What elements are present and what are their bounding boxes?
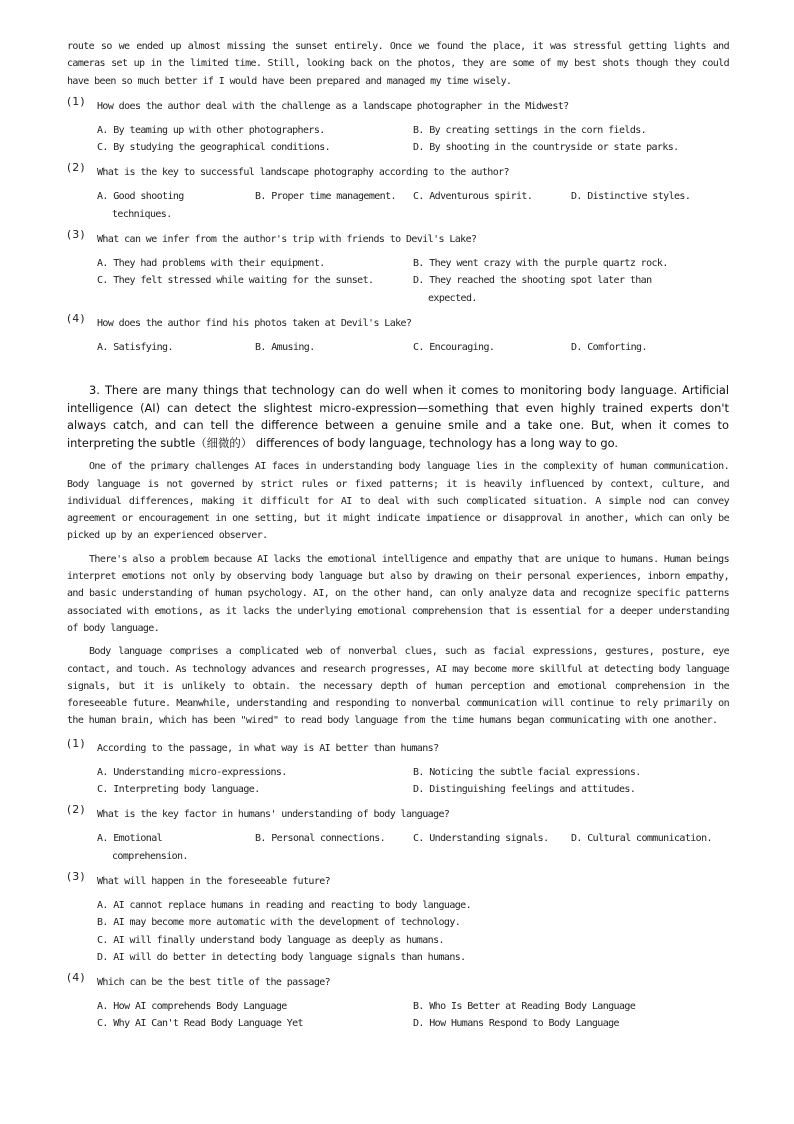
passage-paragraph: Body language comprises a complicated web of nonverbal clues, such as facial expressions, gestures, posture, eye contact, and touch. As technology advances and research progresses, AI may become more skillful at detecting body language signals, but it is unlikely to obtain. the necessary depth of human perception and emotional comprehension in the foreseeable future. Meanwhile, understanding and responding to nonverbal communication will continue to rely primarily on the human brain, which has been "wired" to read body language from the time humans began communicating with one another.: [67, 646, 729, 727]
option-c[interactable]: C. By studying the geographical conditions.: [97, 142, 331, 154]
question-number: (1): [67, 736, 86, 750]
question: [67, 971, 729, 992]
option-list: [97, 897, 729, 966]
section3-intro: [67, 382, 729, 452]
question-number: (1): [67, 94, 86, 108]
option-c[interactable]: C. Understanding signals.: [413, 833, 549, 845]
option-b[interactable]: B. Proper time management.: [255, 191, 396, 203]
option-d[interactable]: D. They reached the shooting spot later than expected.: [413, 275, 652, 304]
option-b[interactable]: B. They went crazy with the purple quartz rock.: [413, 258, 668, 270]
section3-questions: [67, 736, 729, 1033]
option-a[interactable]: A. Understanding micro-expressions.: [97, 766, 287, 778]
option-a[interactable]: A. They had problems with their equipment.: [97, 258, 325, 270]
option-d[interactable]: D. Comforting.: [571, 341, 647, 353]
option-list: [97, 188, 729, 223]
option-b[interactable]: B. By creating settings in the corn fields.: [413, 124, 647, 136]
question-number: (4): [67, 971, 86, 985]
option-list: [97, 764, 729, 799]
question-text: How does the author find his photos taken at Devil's Lake?: [97, 317, 412, 329]
option-c[interactable]: C. Adventurous spirit.: [413, 191, 533, 203]
passage-paragraph: One of the primary challenges AI faces in understanding body language lies in the complexity of human communication. Body language is not governed by strict rules or fixed patterns; it is heavily influenced by context, culture, and individual differences, making it difficult for AI to deal with such complicated situation. A simple nod can convey agreement or encouragement in one setting, but it might indicate impatience or disapproval in another, which can only be picked up by an experienced observer.: [67, 461, 729, 542]
option-d[interactable]: D. By shooting in the countryside or state parks.: [413, 142, 679, 154]
section2-questions: [67, 94, 729, 356]
question: [67, 803, 729, 824]
option-b[interactable]: B. Noticing the subtle facial expressions.: [413, 766, 641, 778]
exam-page: [67, 38, 729, 1033]
option-c[interactable]: C. Interpreting body language.: [97, 784, 260, 796]
option-b[interactable]: B. Amusing.: [255, 341, 315, 353]
question: [67, 228, 729, 249]
passage-continuation: route so we ended up almost missing the sunset entirely. Once we found the place, it was stressful getting lights and cameras set up in the limited time. Still, looking back on the photos, they are some of my best shots though they could have been so much better if I would have been prepared and managed my time wisely.: [67, 41, 729, 87]
option-a[interactable]: A. Satisfying.: [97, 341, 173, 353]
question-text: Which can be the best title of the passage?: [97, 977, 331, 989]
option-a-text: A. Good shooting techniques.: [97, 191, 184, 220]
option-list: [97, 255, 729, 307]
intro-text: There are many things that technology can do well when it comes to monitoring body language. Artificial intelligence (AI) can detect the slightest micro-expression—something that even highly trained experts don't always catch, and can tell the difference between a genuine smile and a take one. But, when it comes to interpreting the subtle（细微的） differences of body language, technology has a long way to go.: [67, 383, 730, 450]
option-d[interactable]: D. Cultural communication.: [571, 833, 712, 845]
question-text: What is the key to successful landscape photography according to the author?: [97, 167, 509, 179]
question: [67, 869, 729, 891]
option-b[interactable]: B. Who Is Better at Reading Body Language: [413, 1001, 636, 1013]
question-text: What can we infer from the author's trip with friends to Devil's Lake?: [97, 234, 477, 246]
option-list: [97, 830, 729, 865]
option-c[interactable]: C. AI will finally understand body language as deeply as humans.: [97, 934, 444, 946]
question: [67, 161, 729, 182]
question-number: (3): [67, 228, 86, 242]
option-c[interactable]: C. Encouraging.: [413, 341, 495, 353]
question: [67, 94, 729, 116]
question-number: (4): [67, 311, 86, 325]
question-number: (3): [67, 869, 86, 883]
passage-paragraph: There's also a problem because AI lacks the emotional intelligence and empathy that are unique to humans. Human beings interpret emotions not only by observing body language but also by drawing on their personal experiences, inborn empathy, and basic understanding of human psychology. AI, on the other hand, can only analyze data and recognize specific patterns associated with emotions, as it lacks the underlying emotional comprehension that is essential for a deeper understanding of body language.: [67, 553, 729, 634]
option-b[interactable]: B. AI may become more automatic with the development of technology.: [97, 917, 461, 929]
option-c[interactable]: C. Why AI Can't Read Body Language Yet: [97, 1018, 303, 1030]
question-number: (2): [67, 161, 86, 175]
option-a[interactable]: A. AI cannot replace humans in reading and reacting to body language.: [97, 899, 472, 911]
option-a[interactable]: A. By teaming up with other photographers.: [97, 124, 325, 136]
option-d[interactable]: D. Distinguishing feelings and attitudes.: [413, 784, 636, 796]
option-d[interactable]: D. Distinctive styles.: [571, 191, 691, 203]
option-a[interactable]: [97, 830, 255, 865]
option-b[interactable]: B. Personal connections.: [255, 833, 386, 845]
option-c[interactable]: C. They felt stressed while waiting for the sunset.: [97, 275, 374, 287]
option-a[interactable]: A. How AI comprehends Body Language: [97, 1001, 287, 1013]
option-d[interactable]: D. AI will do better in detecting body language signals than humans.: [97, 951, 466, 963]
option-a-text: A. Emotional comprehension.: [97, 833, 188, 862]
option-a[interactable]: [97, 188, 255, 223]
option-list: [97, 122, 729, 157]
question-number: (2): [67, 803, 86, 817]
option-d[interactable]: D. How Humans Respond to Body Language: [413, 1018, 619, 1030]
question-text: How does the author deal with the challenge as a landscape photographer in the Midwest?: [97, 100, 569, 112]
question: [67, 311, 729, 333]
option-list: [97, 339, 729, 356]
section-number: 3.: [89, 383, 100, 398]
question: [67, 736, 729, 758]
question-text: What will happen in the foreseeable future?: [97, 875, 331, 887]
question-text: What is the key factor in humans' understanding of body language?: [97, 809, 450, 821]
option-list: [97, 998, 729, 1033]
question-text: According to the passage, in what way is AI better than humans?: [97, 742, 439, 754]
